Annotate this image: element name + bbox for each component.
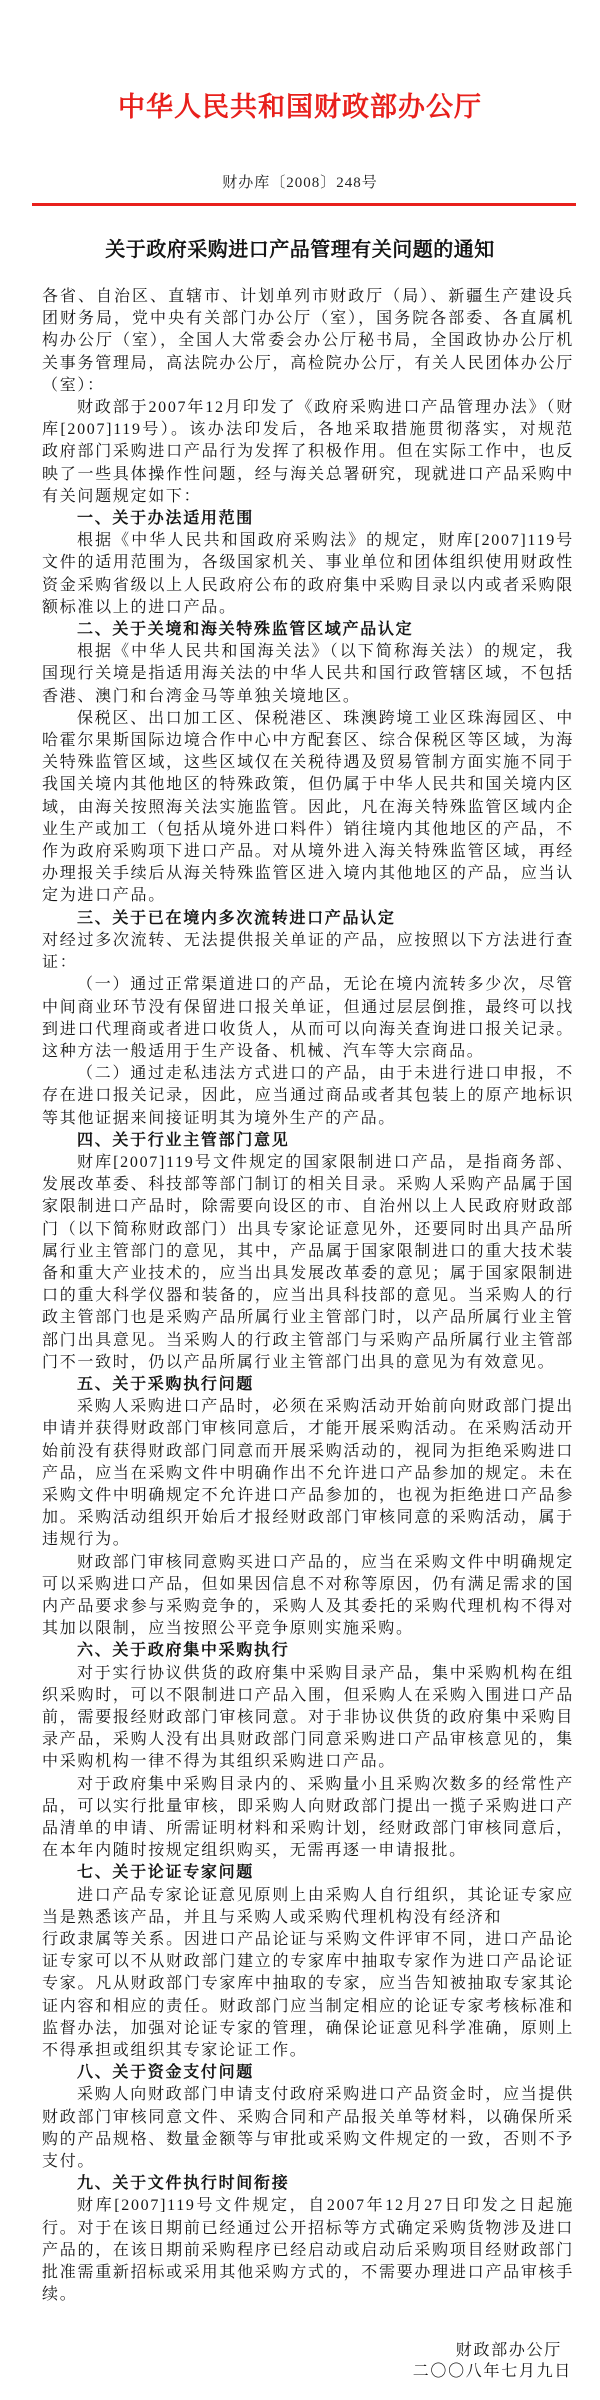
section-heading: 四、关于行业主管部门意见 <box>77 1131 290 1149</box>
body-paragraph: 对于实行协议供货的政府集中采购目录产品，集中采购机构在组织采购时，可以不限制进口产品入围，但采购人在采购入围进口产品前，需要报经财政部门审核同意。对于非协议供货的政府集中采购目录产品，采购人没有出具财政部门同意采购进口产品审核意见的，集中采购机构一律不得为其组织采购进口产品。 <box>42 1664 574 1771</box>
body-paragraph: 根据《中华人民共和国政府采购法》的规定，财库[2007]119号文件的适用范围为，各级国家机关、事业单位和团体组织使用财政性资金采购省级以上人民政府公布的政府集中采购目录以内或者采购限额标准以上的进口产品。 <box>42 532 574 616</box>
body-paragraph: 采购人向财政部门申请支付政府采购进口产品资金时，应当提供财政部门审核同意文件、采购合同和产品报关单等材料，以确保所采购的产品规格、数量金额等与审批或采购文件规定的一致，否则不予支付。 <box>42 2086 574 2171</box>
body-paragraph: 对经过多次流转、无法提供报关单证的产品，应按照以下方法进行查证： <box>42 931 574 972</box>
body-paragraph: 各省、自治区、直辖市、计划单列市财政厅（局）、新疆生产建设兵团财务局，党中央有关部门办公厅（室），国务院各部委、各直属机构办公厅（室），全国人大常委会办公厅秘书局，全国政协办公厅机关事务管理局，高法院办公厅，高检院办公厅，有关人民团体办公厅（室）： <box>42 288 574 394</box>
issuing-org-title: 中华人民共和国财政部办公厅 <box>118 92 482 122</box>
section-heading: 二、关于关境和海关特殊监管区域产品认定 <box>77 621 414 639</box>
document-body <box>0 286 600 2306</box>
document-title: 关于政府采购进口产品管理有关问题的通知 <box>105 239 495 261</box>
section-heading: 七、关于论证专家问题 <box>77 1864 255 1882</box>
document-number: 财办库〔2008〕248号 <box>222 175 378 191</box>
body-paragraph: 对于政府集中采购目录内的、采购量小且采购次数多的经常性产品，可以实行批量审核，即采购人向财政部门提出一揽子采购进口产品清单的申请、所需证明材料和采购计划，经财政部门审核同意后，在本年内随时按规定组织购买，无需再逐一申请报批。 <box>42 1775 574 1860</box>
body-paragraph: （二）通过走私违法方式进口的产品，由于未进行进口申报，不存在进口报关记录，因此，应当通过商品或者其包装上的原产地标识等其他证据来间接证明其为境外生产的产品。 <box>42 1065 574 1127</box>
body-paragraph: 保税区、出口加工区、保税港区、珠澳跨境工业区珠海园区、中哈霍尔果斯国际边境合作中心中方配套区、综合保税区等区域，为海关特殊监管区域，这些区域仅在关税待遇及贸易管制方面实施不同于我国关境内其他地区的特殊政策，但仍属于中华人民共和国关境内区域，由海关按照海关法实施监管。因此，凡在海关特殊监管区域内企业生产或加工（包括从境外进口料件）销往境内其他地区的产品，不作为政府采购项下进口产品。对从境外进入海关特殊监管区域，再经办理报关手续后从海关特殊监管区进入境内其他地区的产品，应当认定为进口产品。 <box>42 709 574 905</box>
body-paragraph: 根据《中华人民共和国海关法》（以下简称海关法）的规定，我国现行关境是指适用海关法的中华人民共和国行政管辖区域，不包括香港、澳门和台湾金马等单独关境地区。 <box>42 643 574 705</box>
body-paragraph: （一）通过正常渠道进口的产品，无论在境内流转多少次，尽管中间商业环节没有保留进口报关单证，但通过层层倒推，最终可以找到进口代理商或者进口收货人，从而可以向海关查询进口报关记录。这种方法一般适用于生产设备、机械、汽车等大宗商品。 <box>42 976 574 1060</box>
signature-block <box>0 2340 600 2382</box>
section-heading: 六、关于政府集中采购执行 <box>77 1642 290 1660</box>
section-heading: 八、关于资金支付问题 <box>77 2064 255 2082</box>
body-paragraph: 财政部于2007年12月印发了《政府采购进口产品管理办法》（财库[2007]119号）。该办法印发后，各地采取措施贯彻落实，对规范政府部门采购进口产品行为发挥了积极作用。但在实际工作中，也反映了一些具体操作性问题，经与海关总署研究，现就进口产品采购中有关问题规定如下： <box>42 399 574 505</box>
body-paragraph: 财库[2007]119号文件规定的国家限制进口产品，是指商务部、发展改革委、科技部等部门制订的相关目录。采购人采购产品属于国家限制进口产品时，除需要向设区的市、自治州以上人民政府财政部门（以下简称财政部门）出具专家论证意见外，还要同时出具产品所属行业主管部门的意见，其中，产品属于国家限制进口的重大技术装备和重大产业技术的，应当出具发展改革委的意见；属于国家限制进口的重大科学仪器和装备的，应当出具科技部的意见。当采购人的行政主管部门也是采购产品所属行业主管部门时，以产品所属行业主管部门出具意见。当采购人的行政主管部门与采购产品所属行业主管部门不一致时，仍以产品所属行业主管部门出具的意见为有效意见。 <box>42 1153 574 1371</box>
section-heading: 三、关于已在境内多次流转进口产品认定 <box>77 909 396 927</box>
body-paragraph: 进口产品专家论证意见原则上由采购人自行组织，其论证专家应当是熟悉该产品，并且与采购人或采购代理机构没有经济和 <box>42 1886 574 1926</box>
section-heading: 九、关于文件执行时间衔接 <box>77 2175 290 2193</box>
red-header-rule <box>32 203 576 206</box>
section-heading: 一、关于办法适用范围 <box>77 510 255 528</box>
section-heading: 五、关于采购执行问题 <box>77 1375 255 1393</box>
body-paragraph: 行政隶属等关系。因进口产品论证与采购文件评审不同，进口产品论证专家可以不从财政部门建立的专家库中抽取专家作为进口产品论证专家。凡从财政部门专家库中抽取的专家，应当告知被抽取专家其论证内容和相应的责任。财政部门应当制定相应的论证专家考核标准和监督办法，加强对论证专家的管理，确保论证意见科学准确，原则上不得承担或组织其专家论证工作。 <box>42 1931 574 2060</box>
signature-date: 二〇〇八年七月九日 <box>412 2363 572 2381</box>
body-paragraph: 采购人采购进口产品时，必须在采购活动开始前向财政部门提出申请并获得财政部门审核同意后，才能开展采购活动。在采购活动开始前没有获得财政部门同意而开展采购活动的，视同为拒绝采购进口产品，应当在采购文件中明确作出不允许进口产品参加的规定。未在采购文件中明确规定不允许进口产品参加的，也视为拒绝进口产品参加。采购活动组织开始后才报经财政部门审核同意的采购活动，属于违规行为。 <box>42 1398 574 1549</box>
body-paragraph: 财政部门审核同意购买进口产品的，应当在采购文件中明确规定可以采购进口产品，但如果因信息不对称等原因，仍有满足需求的国内产品要求参与采购竞争的，采购人及其委托的采购代理机构不得对其加以限制，应当按照公平竞争原则实施采购。 <box>42 1553 574 1638</box>
body-paragraph: 财库[2007]119号文件规定，自2007年12月27日印发之日起施行。对于在该日期前已经通过公开招标等方式确定采购货物涉及进口产品的，在该日期前采购程序已经启动或启动后采购项目经财政部门批准需重新招标或采用其他采购方式的，不需要办理进口产品审核手续。 <box>42 2197 574 2304</box>
signature-organization: 财政部办公厅 <box>455 2342 562 2360</box>
